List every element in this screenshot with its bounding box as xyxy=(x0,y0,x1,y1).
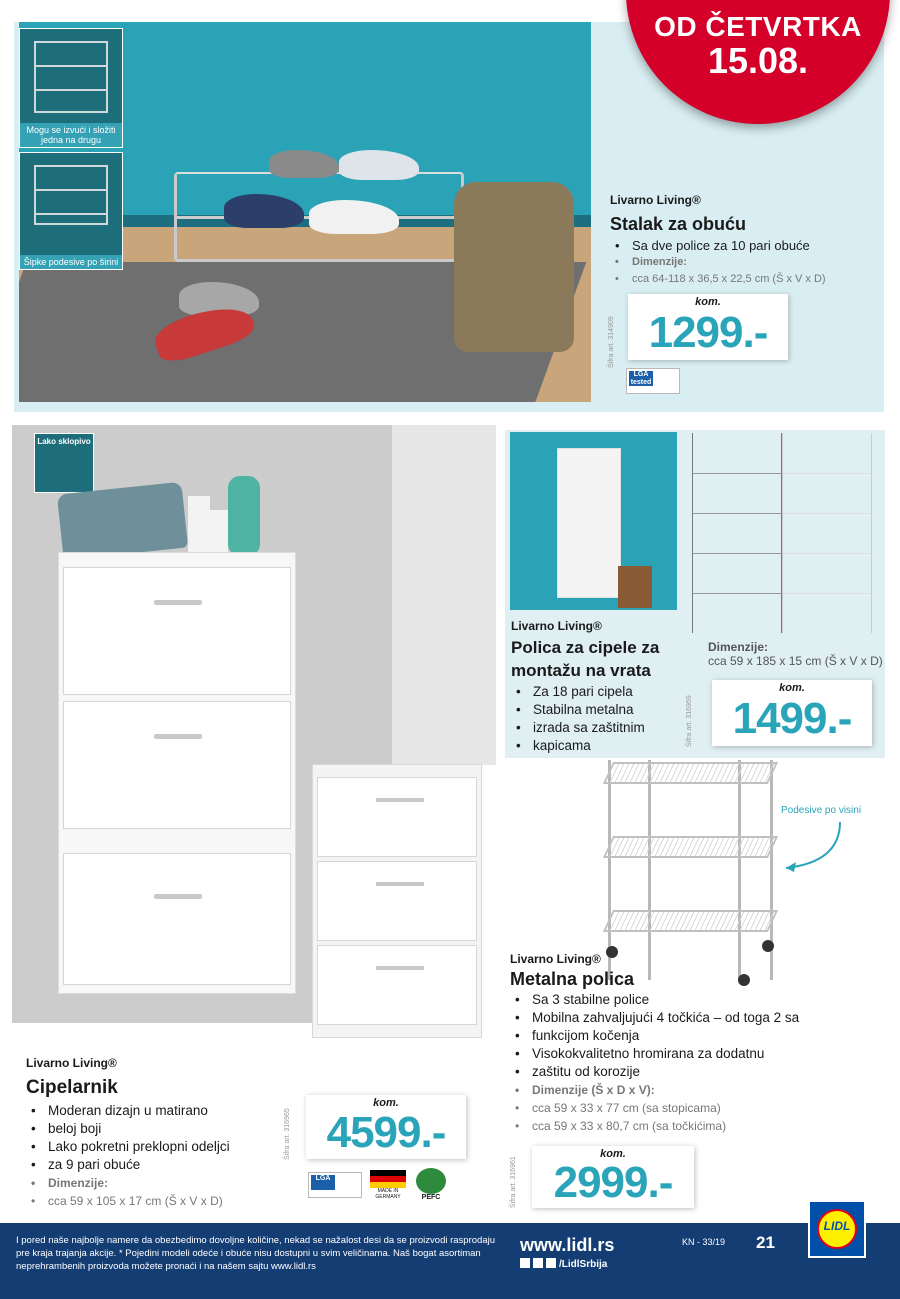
sku-label: Šifra art. 316959 xyxy=(686,695,693,747)
shelf-icon xyxy=(34,165,108,225)
price-value: 1299.- xyxy=(648,308,768,357)
feature-item: • Mobilna zahvaljujući 4 točkića – od toga 2 sa xyxy=(510,1009,890,1027)
brand-label: Livarno Living® xyxy=(610,193,701,207)
social-handle: /LidlSrbija xyxy=(559,1259,608,1270)
product3-info xyxy=(26,1056,286,1210)
brand-label: Livarno Living® xyxy=(26,1056,117,1070)
cabinet-door xyxy=(63,567,291,695)
shelf-tier xyxy=(603,762,778,784)
unit-label: kom. xyxy=(695,296,721,308)
organizer-bar xyxy=(693,553,781,554)
vase-image xyxy=(228,476,260,556)
unit-label: kom. xyxy=(779,682,805,694)
door-organizer-image xyxy=(557,448,621,598)
price-box xyxy=(712,680,872,746)
crate-image xyxy=(618,566,652,608)
candle-image xyxy=(206,510,228,556)
pefc-badge xyxy=(414,1168,448,1204)
feature-item: • Za 18 pari cipela xyxy=(511,683,691,701)
dimensions-value: • cca 59 x 105 x 17 cm (Š x V x D) xyxy=(26,1192,286,1210)
catalog-number: KN - 33/19 xyxy=(682,1237,726,1247)
organizer-product-image xyxy=(692,433,782,633)
product4-info xyxy=(510,952,890,1135)
product-title: Stalak za obuću xyxy=(610,214,747,234)
curved-arrow-icon xyxy=(780,818,860,874)
social-links[interactable] xyxy=(520,1258,607,1270)
cabinet-drawer xyxy=(317,861,477,941)
price-value: 2999.- xyxy=(553,1158,673,1207)
shoe-cabinet-image xyxy=(58,552,296,994)
organizer-bar xyxy=(693,473,781,474)
organizer-bar xyxy=(693,593,781,594)
feature-item: • Moderan dizajn u matirano xyxy=(26,1102,286,1120)
cabinet-handle xyxy=(154,894,202,899)
organizer-bar xyxy=(783,553,871,554)
product-title-line1: Polica za cipele za xyxy=(511,638,660,657)
made-label: MADE IN GERMANY xyxy=(375,1188,401,1200)
feature-list xyxy=(26,1102,286,1210)
wheel-icon xyxy=(762,940,774,952)
organizer-bar xyxy=(693,513,781,514)
feature-item-cont: • kapicama xyxy=(511,737,691,755)
banner-line2: 15.08. xyxy=(707,40,809,81)
feature-list xyxy=(610,237,870,288)
feature-inset-stackable xyxy=(19,28,123,148)
facebook-icon[interactable] xyxy=(520,1258,530,1268)
price-box xyxy=(628,294,788,360)
feature-item: • Sa dve police za 10 pari obuće xyxy=(610,237,870,254)
date-banner-text xyxy=(626,12,890,80)
lga-logo: LGA tested xyxy=(630,371,652,386)
cabinet-handle xyxy=(376,966,424,970)
sku-label: Šifra art. 316965 xyxy=(284,1108,291,1160)
feature-item: • Sa 3 stabilne police xyxy=(510,991,890,1009)
organizer-bar xyxy=(783,473,871,474)
lga-logo: LGA xyxy=(311,1175,335,1190)
price-value: 1499.- xyxy=(732,694,852,743)
sku-label: Šifra art. 314909 xyxy=(608,316,615,368)
small-cabinet-image xyxy=(312,764,482,1038)
feature-item: • Lako pokretni preklopni odeljci xyxy=(26,1138,286,1156)
height-adjustable-note: Podesive po visini xyxy=(781,805,862,816)
clutch-bag-image xyxy=(57,482,188,561)
feature-item-cont: • funkcijom kočenja xyxy=(510,1027,890,1045)
cabinet-handle xyxy=(376,882,424,886)
footer-disclaimer: I pored naše najbolje namere da obezbedimo dovoljne količine, nekad se nažalost desi da se proizvodi rasprodaju pre kraja trajanja akcije. * Pojedini modeli odeće i obuće nisu dostupni u svim veličinama. Naš bogat asortiman neprehrambenih proizvoda možete pronaći i na našem sajtu www.lidl.rs xyxy=(16,1235,495,1272)
cabinet-drawer xyxy=(317,777,477,857)
shoe-image xyxy=(339,150,419,180)
cabinet-handle xyxy=(154,600,202,605)
product-title: Metalna polica xyxy=(510,969,635,989)
dimensions-value: • cca 59 x 33 x 77 cm (sa stopicama) xyxy=(510,1099,890,1117)
feature-item-cont: • zaštitu od korozije xyxy=(510,1063,890,1081)
youtube-icon[interactable] xyxy=(546,1258,556,1268)
product1-info xyxy=(610,193,870,288)
website-link[interactable]: www.lidl.rs xyxy=(520,1235,615,1255)
pefc-label: PEFC xyxy=(421,1194,441,1201)
pefc-tree-icon xyxy=(416,1168,446,1194)
price-value: 4599.- xyxy=(326,1108,446,1157)
sku-label: Šifra art. 316961 xyxy=(510,1156,517,1208)
shelf-icon xyxy=(34,41,108,113)
dimensions-heading: • Dimenzije: xyxy=(610,254,870,271)
price-box xyxy=(532,1146,694,1208)
organizer-bar xyxy=(783,513,871,514)
product2-info xyxy=(511,619,691,755)
inset-caption: Lako sklopivo xyxy=(37,437,91,446)
dimensions-heading: Dimenzije: xyxy=(708,640,769,654)
lidl-logo xyxy=(808,1200,866,1258)
shoe-image xyxy=(269,150,339,178)
photo-backdrop xyxy=(392,425,496,765)
page-number: 21 xyxy=(756,1233,775,1252)
lga-badge xyxy=(308,1172,362,1198)
feature-item-cont: • beloj boji xyxy=(26,1120,286,1138)
feature-list xyxy=(511,683,691,755)
dimensions-value: cca 59 x 185 x 15 cm (Š x V x D) xyxy=(708,654,883,668)
feature-item-cont: • izrada sa zaštitnim xyxy=(511,719,691,737)
product2-dimensions xyxy=(708,640,883,668)
instagram-icon[interactable] xyxy=(533,1258,543,1268)
cabinet-handle xyxy=(376,798,424,802)
brand-label: Livarno Living® xyxy=(510,952,601,966)
shelf-post xyxy=(738,760,741,980)
feature-list xyxy=(510,991,890,1135)
shelf-tier xyxy=(603,910,778,932)
banner-line1: OD ČETVRTKA xyxy=(654,11,862,42)
cabinet-door xyxy=(63,701,291,829)
price-box xyxy=(306,1095,466,1159)
dimensions-value: • cca 64-118 x 36,5 x 22,5 cm (Š x V x D) xyxy=(610,271,870,288)
made-in-germany-badge xyxy=(370,1170,406,1198)
feature-item-cont: • za 9 pari obuće xyxy=(26,1156,286,1174)
shelf-tier xyxy=(603,836,778,858)
lga-badge xyxy=(626,368,680,394)
feature-inset-foldable xyxy=(34,433,94,493)
unit-label: kom. xyxy=(373,1097,399,1109)
product-title-line2: montažu na vrata xyxy=(511,661,651,680)
cabinet-door xyxy=(63,853,291,985)
logo-text: LIDL xyxy=(823,1219,851,1233)
backpack-image xyxy=(454,182,574,352)
feature-item: • Visokokvalitetno hromirana za dodatnu xyxy=(510,1045,890,1063)
shelf-post xyxy=(648,760,651,980)
cabinet-drawer xyxy=(317,945,477,1025)
feature-inset-adjustable xyxy=(19,152,123,270)
inset-caption: Mogu se izvući i složiti jedna na drugu xyxy=(20,123,122,147)
cabinet-handle xyxy=(154,734,202,739)
dimensions-value: • cca 59 x 33 x 80,7 cm (sa točkićima) xyxy=(510,1117,890,1135)
unit-label: kom. xyxy=(600,1148,626,1160)
inset-caption: Šipke podesive po širini xyxy=(20,255,122,269)
dimensions-heading: • Dimenzije: xyxy=(26,1174,286,1192)
dimensions-heading: • Dimenzije (Š x D x V): xyxy=(510,1081,890,1099)
organizer-bar xyxy=(783,593,871,594)
product-title: Cipelarnik xyxy=(26,1077,118,1098)
feature-item: • Stabilna metalna xyxy=(511,701,691,719)
brand-label: Livarno Living® xyxy=(511,619,602,633)
organizer-product-image xyxy=(782,433,872,633)
